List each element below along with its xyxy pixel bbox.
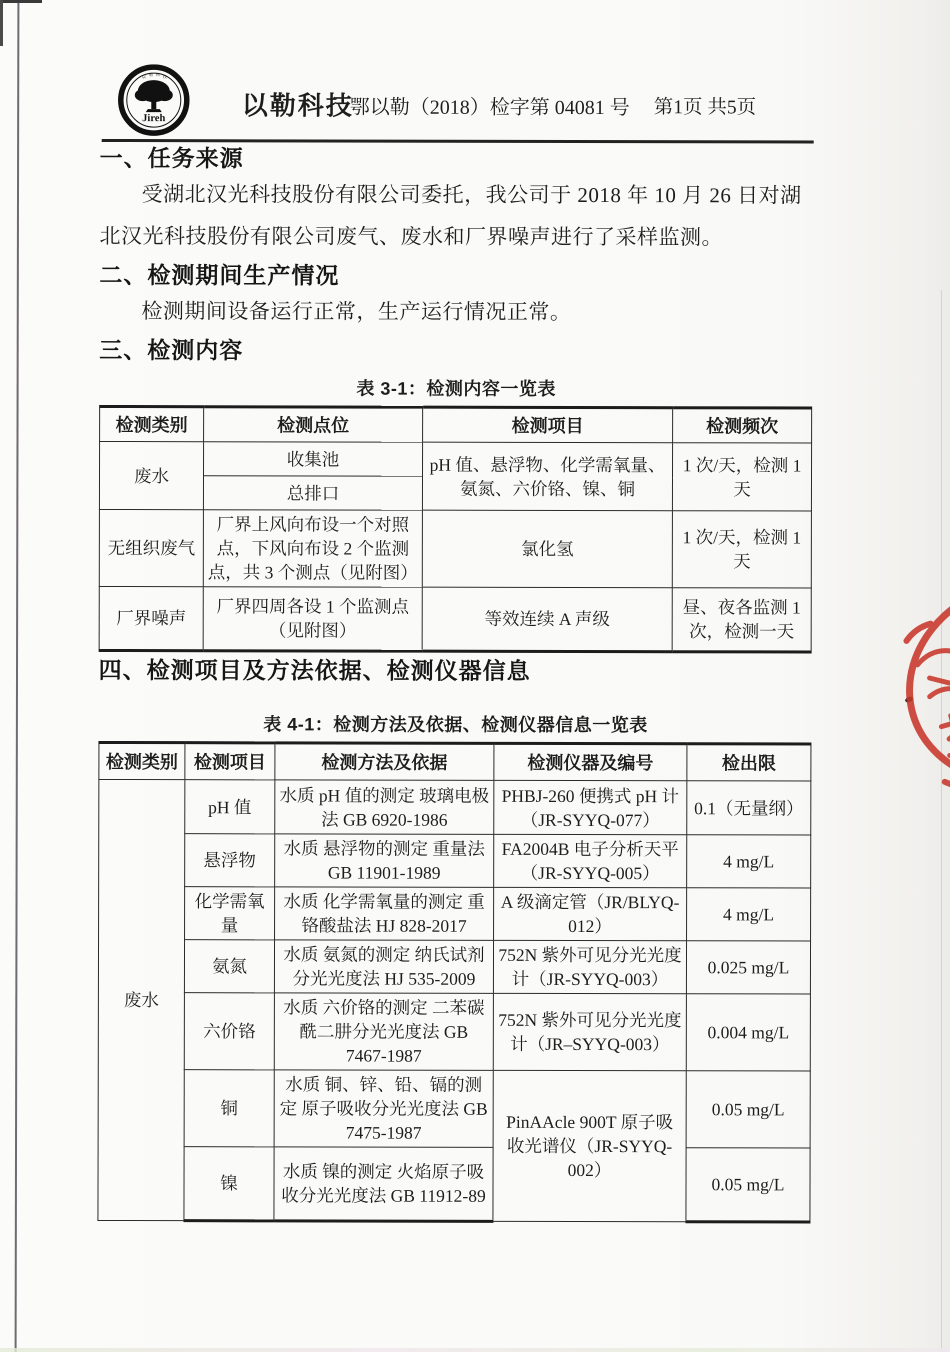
section-title-1: 一、任务来源 bbox=[99, 144, 244, 172]
cell-limit: 0.05 mg/L bbox=[686, 1148, 810, 1222]
svg-text:Jireh: Jireh bbox=[142, 113, 166, 125]
jireh-logo-icon bbox=[118, 64, 190, 136]
cell-point: 收集池 bbox=[204, 442, 423, 476]
page-number: 第1页 共5页 bbox=[653, 97, 757, 119]
cell-instrument: PinAAcle 900T 原子吸收光谱仪（JR-SYYQ-002） bbox=[493, 1070, 686, 1221]
cell-items: 等效连续 A 声级 bbox=[422, 587, 672, 652]
cell-instrument: 752N 紫外可见分光光度计（JR–SYYQ-003） bbox=[493, 993, 686, 1070]
table-4-1 bbox=[97, 741, 811, 1223]
column-header: 检测类别 bbox=[100, 407, 204, 442]
cell-method: 水质 氨氮的测定 纳氏试剂分光光度法 HJ 535-2009 bbox=[274, 940, 493, 993]
table-row bbox=[99, 742, 811, 780]
scan-edge-line bbox=[15, 0, 20, 1352]
section-title-4: 四、检测项目及方法依据、检测仪器信息 bbox=[98, 656, 531, 684]
cell-category: 废水 bbox=[99, 442, 203, 510]
svg-text:以: 以 bbox=[141, 74, 146, 80]
table-row bbox=[99, 833, 811, 887]
scan-right-edge bbox=[941, 290, 942, 1352]
table-row bbox=[98, 1069, 810, 1147]
column-header: 检测仪器及编号 bbox=[494, 743, 687, 780]
report-header bbox=[100, 0, 814, 141]
cell-item: 镍 bbox=[184, 1147, 274, 1221]
svg-text:勒: 勒 bbox=[148, 72, 153, 78]
scan-corner-mark bbox=[0, 0, 3, 46]
cell-limit: 4 mg/L bbox=[687, 835, 811, 888]
cell-item: 化学需氧量 bbox=[185, 887, 275, 940]
cell-item: 铜 bbox=[184, 1070, 274, 1147]
document-number: 鄂以勒（2018）检字第 04081 号 bbox=[349, 96, 630, 120]
cell-method: 水质 铜、锌、铅、镉的测定 原子吸收分光光度法 GB 7475-1987 bbox=[274, 1070, 493, 1147]
section-title-3: 三、检测内容 bbox=[99, 336, 244, 364]
scan-bottom-strip bbox=[0, 1348, 950, 1352]
table-row bbox=[98, 1146, 810, 1221]
column-header: 检测项目 bbox=[423, 407, 673, 443]
cell-method: 水质 化学需氧量的测定 重铬酸盐法 HJ 828-2017 bbox=[275, 887, 494, 940]
section-paragraph-2: 检测期间设备运行正常，生产运行情况正常。 bbox=[141, 299, 572, 324]
cell-instrument: FA2004B 电子分析天平（JR-SYYQ-005） bbox=[494, 834, 687, 887]
cell-limit: 0.004 mg/L bbox=[686, 994, 810, 1071]
cell-instrument: 752N 紫外可见分光光度计（JR-SYYQ-003） bbox=[493, 940, 686, 993]
red-seal-stamp-icon bbox=[878, 596, 950, 816]
table-row bbox=[99, 509, 811, 587]
cell-limit: 0.1（无量纲） bbox=[687, 781, 811, 835]
svg-text:科: 科 bbox=[155, 72, 160, 78]
cell-item: 六价铬 bbox=[184, 993, 274, 1070]
table3-caption: 表 3-1：检测内容一览表 bbox=[356, 378, 556, 399]
svg-text:技: 技 bbox=[162, 74, 167, 80]
cell-method: 水质 六价铬的测定 二苯碳酰二肼分光光度法 GB 7467-1987 bbox=[274, 993, 493, 1070]
cell-category: 废水 bbox=[98, 779, 185, 1220]
cell-item: pH 值 bbox=[185, 780, 275, 834]
cell-frequency: 昼、夜各监测 1 次，检测一天 bbox=[672, 588, 811, 652]
cell-item: 氨氮 bbox=[184, 940, 274, 993]
column-header: 检测类别 bbox=[99, 742, 185, 779]
column-header: 检测频次 bbox=[673, 408, 812, 443]
cell-item: 悬浮物 bbox=[185, 834, 275, 887]
cell-frequency: 1 次/天，检测 1 天 bbox=[672, 443, 811, 511]
table-row bbox=[99, 586, 811, 651]
table-row bbox=[99, 886, 811, 940]
cell-method: 水质 悬浮物的测定 重量法 GB 11901-1989 bbox=[275, 834, 494, 887]
column-header: 检测方法及依据 bbox=[275, 743, 494, 780]
table-row bbox=[98, 939, 810, 993]
table-row bbox=[99, 779, 811, 834]
cell-limit: 4 mg/L bbox=[687, 888, 811, 941]
scan-top-mark bbox=[0, 0, 42, 3]
cell-method: 水质 pH 值的测定 玻璃电极法 GB 6920-1986 bbox=[275, 780, 494, 834]
table-row bbox=[100, 407, 812, 443]
cell-frequency: 1 次/天，检测 1 天 bbox=[672, 511, 811, 588]
table-row bbox=[100, 442, 812, 477]
document-content bbox=[97, 0, 814, 1223]
table4-caption: 表 4-1：检测方法及依据、检测仪器信息一览表 bbox=[263, 714, 648, 736]
cell-point: 厂界上风向布设一个对照点，下风向布设 2 个监测点，共 3 个测点（见附图） bbox=[203, 510, 422, 587]
cell-category: 厂界噪声 bbox=[99, 586, 203, 650]
cell-point: 总排口 bbox=[203, 476, 422, 510]
cell-instrument: A 级滴定管（JR/BLYQ-012） bbox=[494, 887, 687, 940]
cell-limit: 0.025 mg/L bbox=[686, 941, 810, 994]
section-title-2: 二、检测期间生产情况 bbox=[99, 261, 340, 289]
column-header: 检测点位 bbox=[204, 407, 423, 442]
company-name: 以勒科技 bbox=[241, 90, 354, 121]
section-paragraph-1: 受湖北汉光科技股份有限公司委托，我公司于 2018 年 10 月 26 日对湖北汉光科技股份有限公司废气、废水和厂界噪声进行了采样监测。 bbox=[99, 182, 802, 250]
cell-items: pH 值、悬浮物、化学需氧量、氨氮、六价铬、镍、铜 bbox=[422, 442, 672, 511]
cell-items: 氯化氢 bbox=[422, 510, 672, 588]
cell-method: 水质 镍的测定 火焰原子吸收分光光度法 GB 11912-89 bbox=[274, 1147, 493, 1221]
column-header: 检出限 bbox=[687, 744, 811, 781]
table-row bbox=[98, 992, 810, 1070]
cell-category: 无组织废气 bbox=[99, 509, 203, 586]
cell-limit: 0.05 mg/L bbox=[686, 1071, 810, 1148]
column-header: 检测项目 bbox=[185, 743, 275, 780]
cell-point: 厂界四周各设 1 个监测点（见附图） bbox=[203, 587, 422, 651]
cell-instrument: PHBJ-260 便携式 pH 计（JR-SYYQ-077） bbox=[494, 780, 687, 834]
table-3-1 bbox=[99, 405, 813, 653]
